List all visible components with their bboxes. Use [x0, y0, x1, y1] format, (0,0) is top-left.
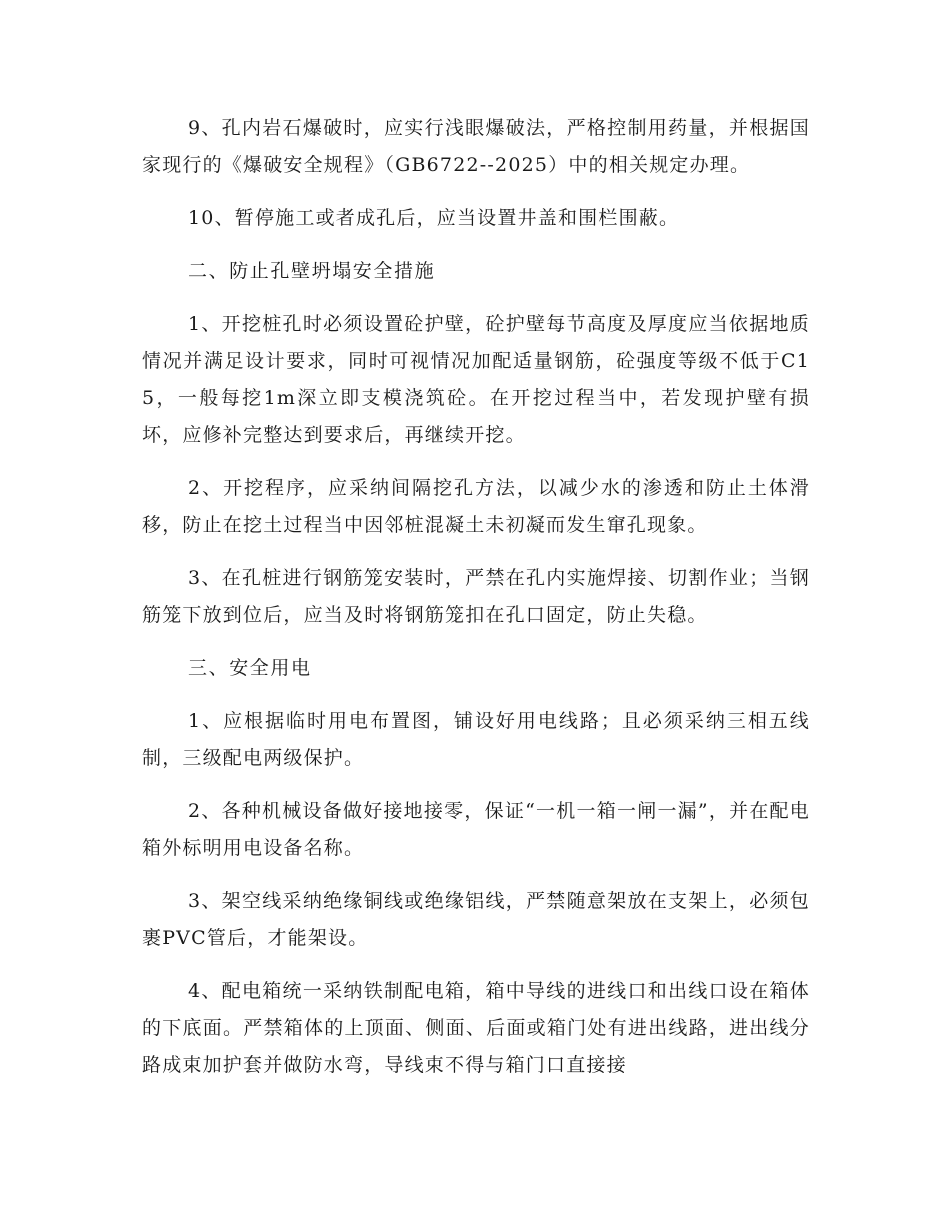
paragraph-collapse-item-2: 2、开挖程序，应采纳间隔挖孔方法，以减少水的渗透和防止土体滑移，防止在挖土过程当中因邻桩混凝土未初凝而发生窜孔现象。 [142, 477, 810, 536]
document-body [142, 110, 810, 1100]
paragraph-electrical-item-1: 1、应根据临时用电布置图，铺设好用电线路；且必须采纳三相五线制，三级配电两级保护。 [142, 710, 810, 769]
section-heading-electrical-safety: 三、安全用电 [188, 657, 312, 679]
paragraph-collapse-item-1: 1、开挖桩孔时必须设置砼护壁，砼护壁每节高度及厚度应当依据地质情况并满足设计要求，同时可视情况加配适量钢筋，砼强度等级不低于C15，一般每挖1m深立即支模浇筑砼。在开挖过程当中，若发现护壁有损坏，应修补完整达到要求后，再继续开挖。 [142, 313, 810, 446]
paragraph-collapse-item-3: 3、在孔桩进行钢筋笼安装时，严禁在孔内实施焊接、切割作业；当钢筋笼下放到位后，应当及时将钢筋笼扣在孔口固定，防止失稳。 [142, 567, 810, 626]
paragraph-electrical-item-4: 4、配电箱统一采纳铁制配电箱，箱中导线的进线口和出线口设在箱体的下底面。严禁箱体的上顶面、侧面、后面或箱门处有进出线路，进出线分路成束加护套并做防水弯，导线束不得与箱门口直接接 [142, 980, 810, 1076]
section-heading-collapse-prevention: 二、防止孔壁坍塌安全措施 [188, 260, 436, 282]
paragraph-item-10: 10、暂停施工或者成孔后，应当设置井盖和围栏围蔽。 [188, 207, 680, 229]
paragraph-electrical-item-2: 2、各种机械设备做好接地接零，保证“一机一箱一闸一漏”，并在配电箱外标明用电设备名称。 [142, 800, 810, 859]
paragraph-electrical-item-3: 3、架空线采纳绝缘铜线或绝缘铝线，严禁随意架放在支架上，必须包裹PVC管后，才能架设。 [142, 890, 810, 949]
paragraph-item-9: 9、孔内岩石爆破时，应实行浅眼爆破法，严格控制用药量，并根据国家现行的《爆破安全规程》（GB6722--2025）中的相关规定办理。 [142, 117, 810, 176]
